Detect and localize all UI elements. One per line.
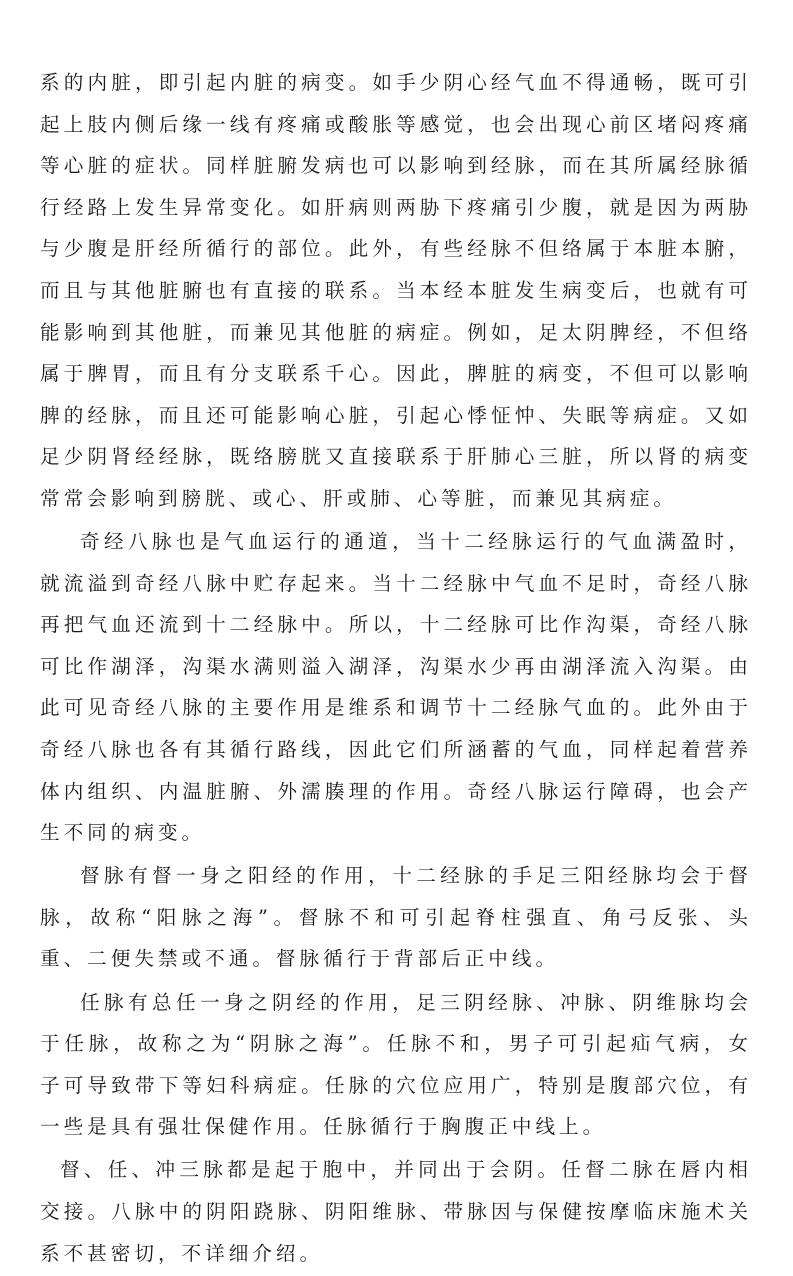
document-page [40, 62, 752, 1276]
paragraph-zangfu-meridian-relation: 系的内脏，即引起内脏的病变。如手少阴心经气血不得通畅，既可引起上肢内侧后缘一线有疼痛或酸胀等感觉，也会出现心前区堵闷疼痛等心脏的症状。同样脏腑发病也可以影响到经脉，而在其所属经脉循行经路上发生异常变化。如肝病则两胁下疼痛引少腹，就是因为两胁与少腹是肝经所循行的部位。此外，有些经脉不但络属于本脏本腑，而且与其他脏腑也有直接的联系。当本经本脏发生病变后，也就有可能影响到其他脏，而兼见其他脏的病症。例如，足太阴脾经，不但络属于脾胃，而且有分支联系千心。因此，脾脏的病变，不但可以影响脾的经脉，而且还可能影响心脏，引起心悸怔忡、失眠等病症。又如足少阴肾经经脉，既络膀胱又直接联系于肝肺心三脏，所以肾的病变常常会影响到膀胱、或心、肝或肺、心等脏，而兼见其病症。 [40, 71, 752, 510]
paragraph-du-meridian: 督脉有督一身之阳经的作用，十二经脉的手足三阳经脉均会于督脉，故称“阳脉之海”。督脉不和可引起脊柱强直、角弓反张、头重、二便失禁或不通。督脉循行于背部后正中线。 [40, 864, 752, 971]
paragraph-du-ren-chong-origin: 督、任、冲三脉都是起于胞中，并同出于会阴。任督二脉在唇内相交接。八脉中的阴阳跷脉、阴阳维脉、带脉因与保健按摩临床施术关系不甚密切，不详细介绍。 [40, 1158, 752, 1265]
paragraph-eight-extra-meridians: 奇经八脉也是气血运行的通道，当十二经脉运行的气血满盈时，就流溢到奇经八脉中贮存起来。当十二经脉中气血不足时，奇经八脉再把气血还流到十二经脉中。所以，十二经脉可比作沟渠，奇经八脉可比作湖泽，沟渠水满则溢入湖泽，沟渠水少再由湖泽流入沟渠。由此可见奇经八脉的主要作用是维系和调节十二经脉气血的。此外由于奇经八脉也各有其循行路线，因此它们所涵蓄的气血，同样起着营养体内组织、内温脏腑、外濡腠理的作用。奇经八脉运行障碍，也会产生不同的病变。 [40, 530, 752, 845]
paragraph-ren-meridian: 任脉有总任一身之阴经的作用，足三阴经脉、冲脉、阴维脉均会于任脉，故称之为“阴脉之海”。任脉不和，男子可引起疝气病，女子可导致带下等妇科病症。任脉的穴位应用广，特别是腹部穴位，有一些是具有强壮保健作用。任脉循行于胸腹正中线上。 [40, 990, 752, 1139]
